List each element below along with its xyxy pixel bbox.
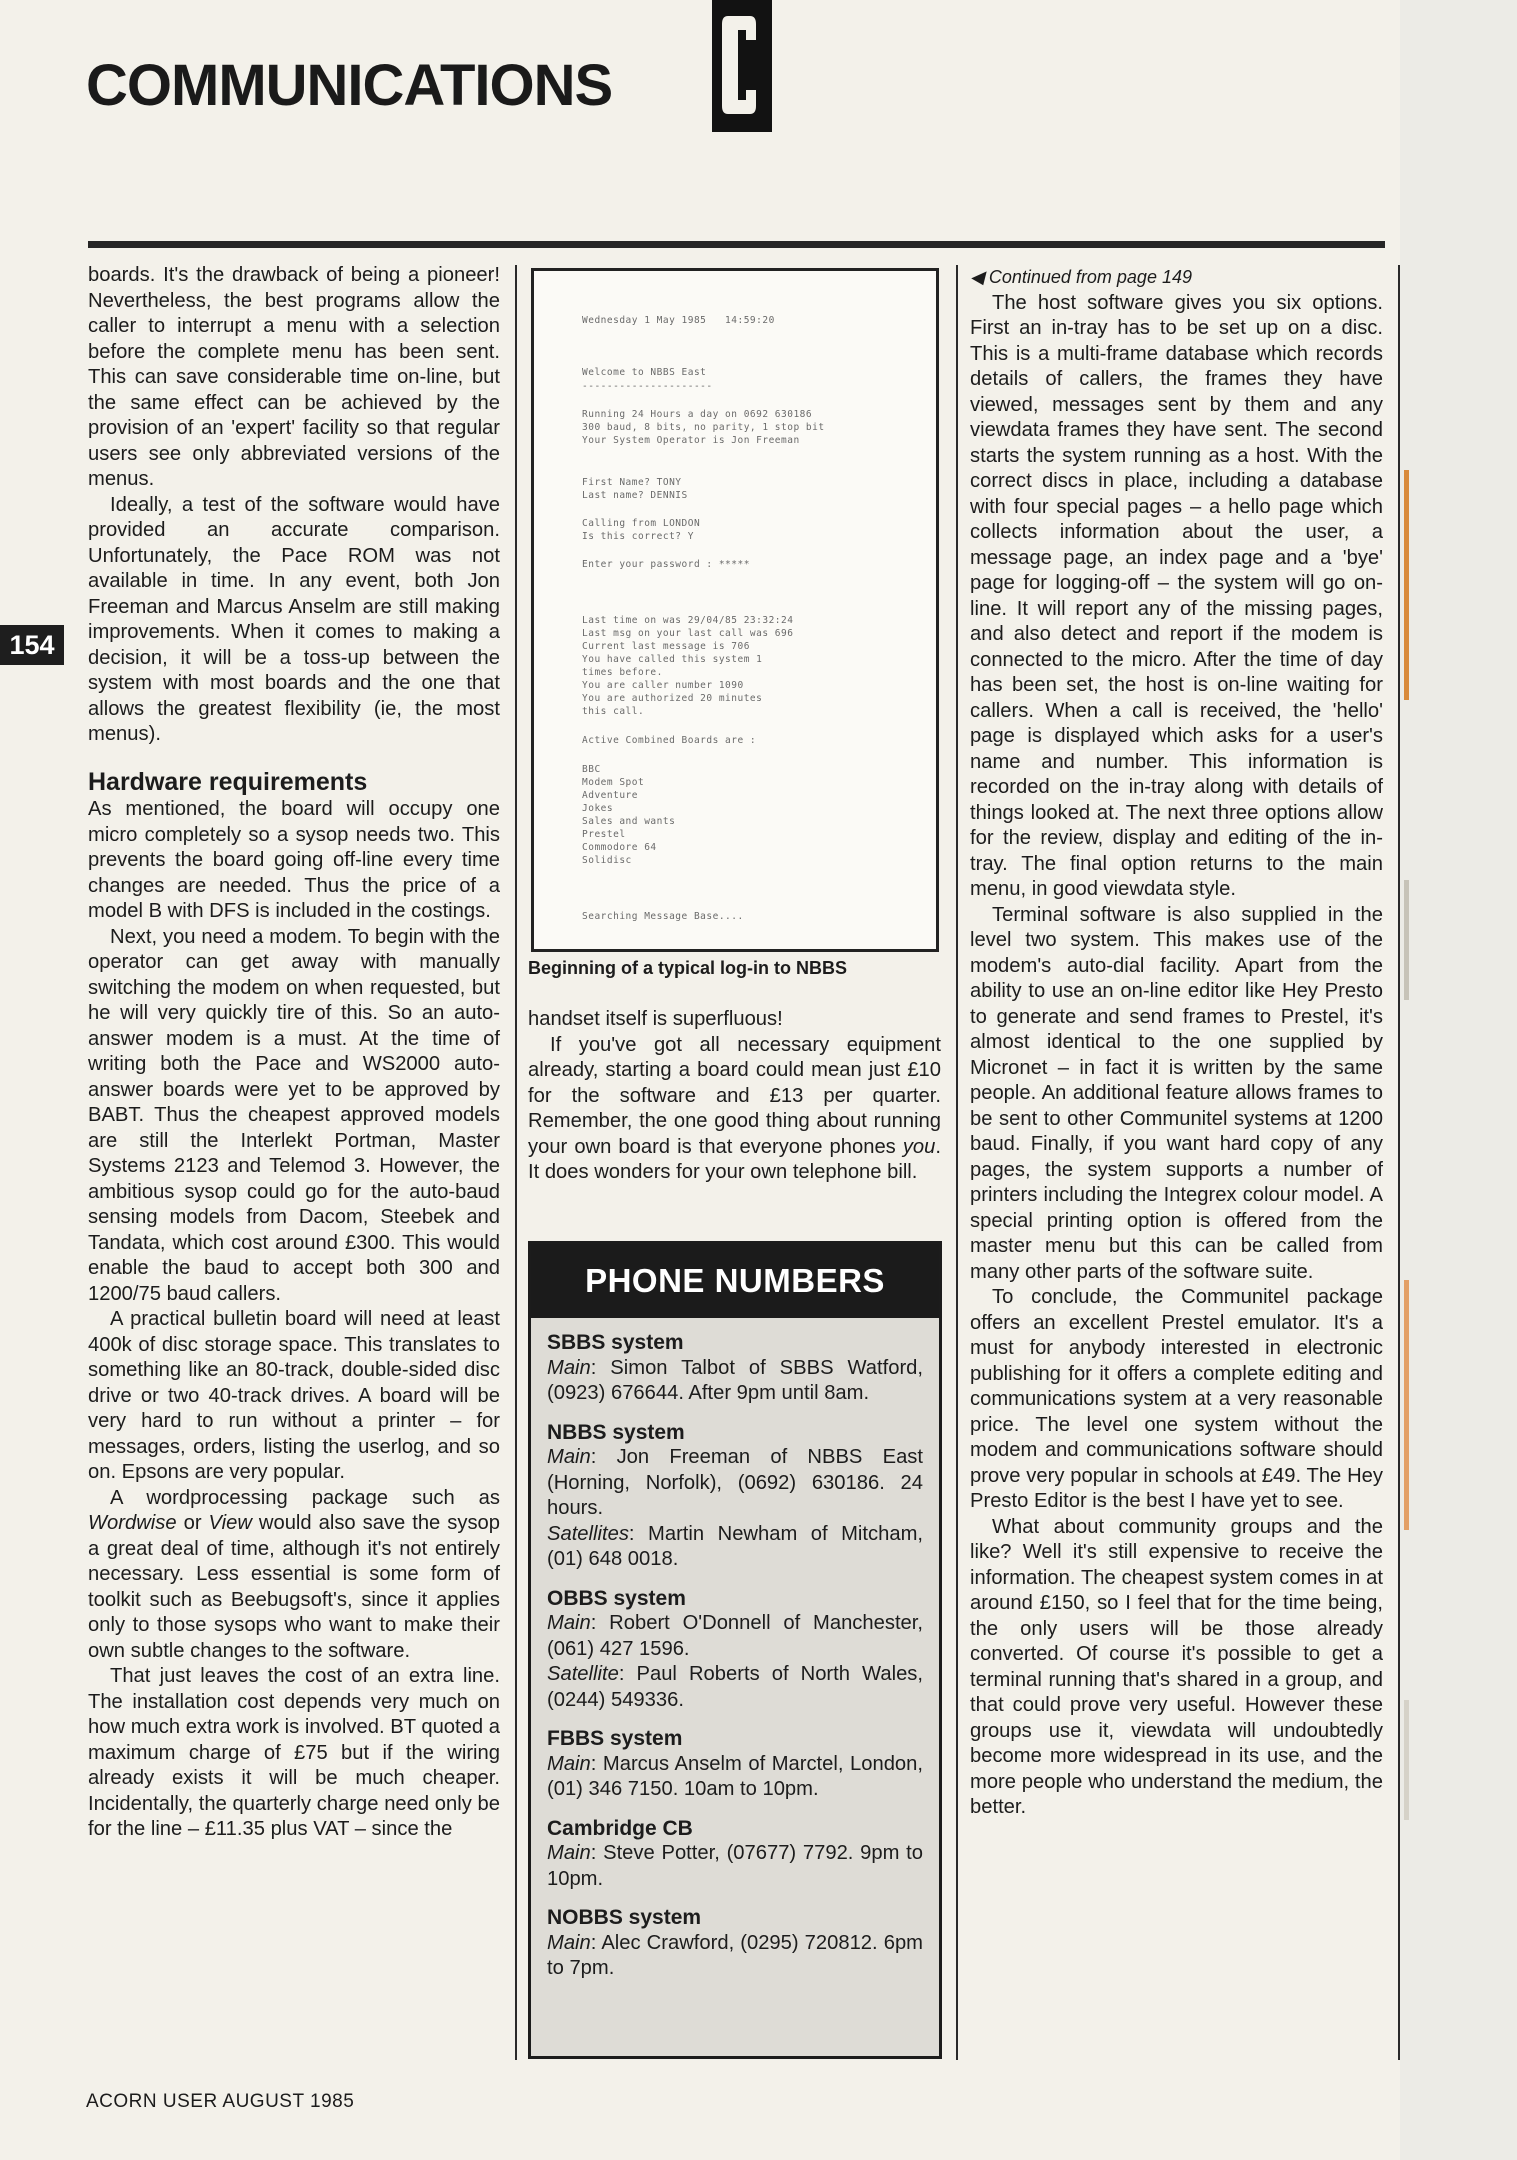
edge-mark: [1404, 470, 1409, 700]
column-2: [528, 1007, 941, 1186]
column-1: [88, 263, 500, 1843]
phone-entry: SBBS system Main: Simon Talbot of SBBS Watford, (0923) 676644. After 9pm until 8am.: [547, 1331, 923, 1404]
phone-entry: NBBS system Main: Jon Freeman of NBBS East (Horning, Norfolk), (0692) 630186. 24 hours. Satellites: Martin Newham of Mitcham, (01) 648 0018.: [547, 1420, 923, 1570]
column-divider: [515, 265, 517, 2060]
paragraph: The host software gives you six options. First an in-tray has to be set up on a disc. This is a multi-frame database which records details of callers, the frames they have viewed, messages sent by them and any viewdata frames they have sent. The second starts the system running as a host. With the correct discs in place, including a database with four special pages – a hello page which collects information about the user, a message page, an index page and a 'bye' page for logging-off – the system will go on-line. It will report any of the missing pages, and also detect and report if the modem is connected to the micro. After the time of day has been set, the host is on-line waiting for callers. When a call is received, the 'hello' page is displayed which asks for a user's name and number. This information is recorded on the in-tray along with details of things looked at. The next three options allow for the review, display and editing of the in-tray. The final option returns to the main menu, in good viewdata style.: [970, 291, 1383, 900]
panel-title: PHONE NUMBERS: [531, 1244, 939, 1318]
entry-name: FBBS system: [547, 1727, 683, 1750]
screen-line: You have called this system 1: [582, 654, 763, 665]
paragraph: Terminal software is also supplied in the level two system. This makes use of the modem's auto-dial facility. Apart from the ability to use an on-line editor like Hey Presto to generate and send frames to Prestel, it's almost identical to the one supplied by Micronet – in fact it is written by the same people. An additional feature allows frames to be sent to other Communitel systems at 1200 baud. Finally, if you want hard copy of any pages, the system supports a number of printers including the Integrex colour model. A special printing option is offered from the master menu but this can be called from many other parts of the software suite.: [970, 903, 1383, 1283]
screen-line: Welcome to NBBS East: [582, 367, 707, 378]
paragraph: To conclude, the Communitel package offers an excellent Prestel emulator. It's a must for anybody interested in electronic publishing for it offers a complete editing and communications system at a very reasonable price. The level one system without the modem and communications software should prove very popular in schools at £49. The Hey Presto Editor is the best I have yet to see.: [970, 1286, 1383, 1512]
paragraph: What about community groups and the like? Well it's still expensive to receive the information. The cheapest system comes in at around £150, so I feel that for the time being, the only users will be those already converted. Of course it's possible to get a terminal running that's shared in a group, and that could prove very useful. However these groups use it, viewdata will undoubtedly become more widespread in its use, and the more people who understand the medium, the better.: [970, 1515, 1383, 1818]
figure-caption: Beginning of a typical log-in to NBBS: [528, 958, 847, 978]
page-number: 154: [0, 625, 64, 665]
page-footer: ACORN USER AUGUST 1985: [86, 2091, 355, 2112]
paragraph: That just leaves the cost of an extra line. The installation cost depends very much on how much extra work is involved. BT quoted a maximum charge of £75 but if the wiring already exists it will be much cheaper. Incidentally, the quarterly charge need only be for the line – £11.35 plus VAT – since the: [88, 1665, 500, 1840]
screen-line: Solidisc: [582, 855, 632, 866]
phone-entry: Cambridge CB Main: Steve Potter, (07677) 7792. 9pm to 10pm.: [547, 1816, 923, 1890]
screen-line: Your System Operator is Jon Freeman: [582, 435, 800, 446]
screen-line: Is this correct? Y: [582, 531, 694, 542]
edge-mark: [1404, 1700, 1409, 1820]
screen-line: Running 24 Hours a day on 0692 630186: [582, 409, 813, 420]
paragraph: boards. It's the drawback of being a pioneer! Nevertheless, the best programs allow the caller to interrupt a menu with a selection before the complete menu has been sent. This can save considerable time on-line, but the same effect can be achieved by the provision of an 'expert' facility so that regular users see only abbreviated versions of the menus.: [88, 264, 500, 490]
header-rule: [88, 241, 1385, 248]
screen-line: ---------------------: [582, 381, 713, 392]
paragraph: A wordprocessing package such as Wordwise or View would also save the sysop a great deal of time, although it's not entirely necessary. Less essential is some form of toolkit such as Beebugsoft's, since it applies only to those sysops who want to make their own subtle changes to the software.: [88, 1486, 500, 1662]
edge-mark: [1404, 1280, 1409, 1530]
paragraph: handset itself is superfluous!: [528, 1008, 783, 1030]
screen-line: Jokes: [582, 803, 614, 814]
entry-name: SBBS system: [547, 1331, 684, 1354]
screen-line: Last msg on your last call was 696: [582, 628, 794, 639]
section-title: COMMUNICATIONS: [86, 53, 613, 118]
entry-name: NOBBS system: [547, 1906, 702, 1929]
paragraph: A practical bulletin board will need at least 400k of disc storage space. This translates to something like an 80-track, double-sided disc drive or two 40-track drives. A board will be very hard to run without a printer – for messages, orders, listing the userlog, and so on. Epsons are very popular.: [88, 1308, 500, 1483]
screen-line: BBC: [582, 764, 601, 775]
screen-line: Prestel: [582, 829, 626, 840]
screen-line: Enter your password : *****: [582, 559, 750, 570]
paragraph: As mentioned, the board will occupy one micro completely so a sysop needs two. This prevents the board going off-line every time changes are needed. Thus the price of a model B with DFS is included in the costings.: [88, 798, 500, 922]
phone-entry: FBBS system Main: Marcus Anselm of Marctel, London, (01) 346 7150. 10am to 10pm.: [547, 1727, 923, 1800]
column-3: [970, 265, 1383, 1821]
edge-mark: [1404, 880, 1409, 1000]
screen-line: 300 baud, 8 bits, no parity, 1 stop bit: [582, 422, 825, 433]
screen-line: times before.: [582, 667, 663, 678]
screen-line: Sales and wants: [582, 816, 676, 827]
section-heading: Hardware requirements: [88, 767, 368, 796]
phone-numbers-panel: [528, 1241, 942, 2059]
screen-line: Commodore 64: [582, 842, 657, 853]
screen-line: Last name? DENNIS: [582, 490, 688, 501]
screen-line: You are authorized 20 minutes: [582, 693, 763, 704]
screen-line: Active Combined Boards are :: [582, 735, 757, 746]
screen-line: Calling from LONDON: [582, 518, 701, 529]
paragraph: If you've got all necessary equipment already, starting a board could mean just £10 for the software and £13 per quarter. Remember, the one good thing about running your own board is that everyone phones you. It does wonders for your own telephone bill.: [528, 1033, 941, 1183]
screen-line: You are caller number 1090: [582, 680, 744, 691]
column-divider: [956, 265, 958, 2060]
screen-line: First Name? TONY: [582, 477, 682, 488]
continued-note: ◀ Continued from page 149: [970, 267, 1192, 287]
screen-line: Last time on was 29/04/85 23:32:24: [582, 615, 794, 626]
screen-line: this call.: [582, 706, 645, 717]
paragraph: Next, you need a modem. To begin with the operator can get away with manually switching the modem on when requested, but he will very quickly tire of this. So an auto-answer modem is a must. At the time of writing both the Pace and WS2000 auto-answer boards were yet to be approved by BABT. Thus the cheapest approved models are still the Interlekt Portman, Master Systems 2123 and Telemod 3. However, the ambitious sysop could go for the auto-baud sensing models from Dacom, Steebek and Tandata, which cost around £300. This would enable the baud to accept both 300 and 1200/75 baud callers.: [88, 925, 500, 1305]
entry-name: OBBS system: [547, 1586, 686, 1610]
entry-name: Cambridge CB: [547, 1816, 693, 1840]
paragraph: Ideally, a test of the software would have provided an accurate comparison. Unfortunately, the Pace ROM was not available in time. In any event, both Jon Freeman and Marcus Anselm are still making improvements. When it comes to making a decision, it will be a toss-up between the system with most boards and the one that allows the greatest flexibility (ie, the most menus).: [88, 493, 500, 745]
phone-entry: OBBS system Main: Robert O'Donnell of Manchester, (061) 427 1596. Satellite: Paul Roberts of North Wales, (0244) 549336.: [547, 1586, 923, 1711]
screen-line: Searching Message Base....: [582, 911, 744, 922]
terminal-screenshot: [531, 268, 939, 952]
screen-line: Adventure: [582, 790, 638, 801]
screen-line: Current last message is 706: [582, 641, 750, 652]
screen-line: Modem Spot: [582, 777, 645, 788]
screen-line: Wednesday 1 May 1985 14:59:20: [582, 315, 775, 326]
entry-name: NBBS system: [547, 1420, 685, 1444]
telephone-icon: [712, 0, 772, 132]
phone-entry: NOBBS system Main: Alec Crawford, (0295) 720812. 6pm to 7pm.: [547, 1906, 923, 1979]
adjacent-page-edge: [1400, 0, 1517, 2160]
